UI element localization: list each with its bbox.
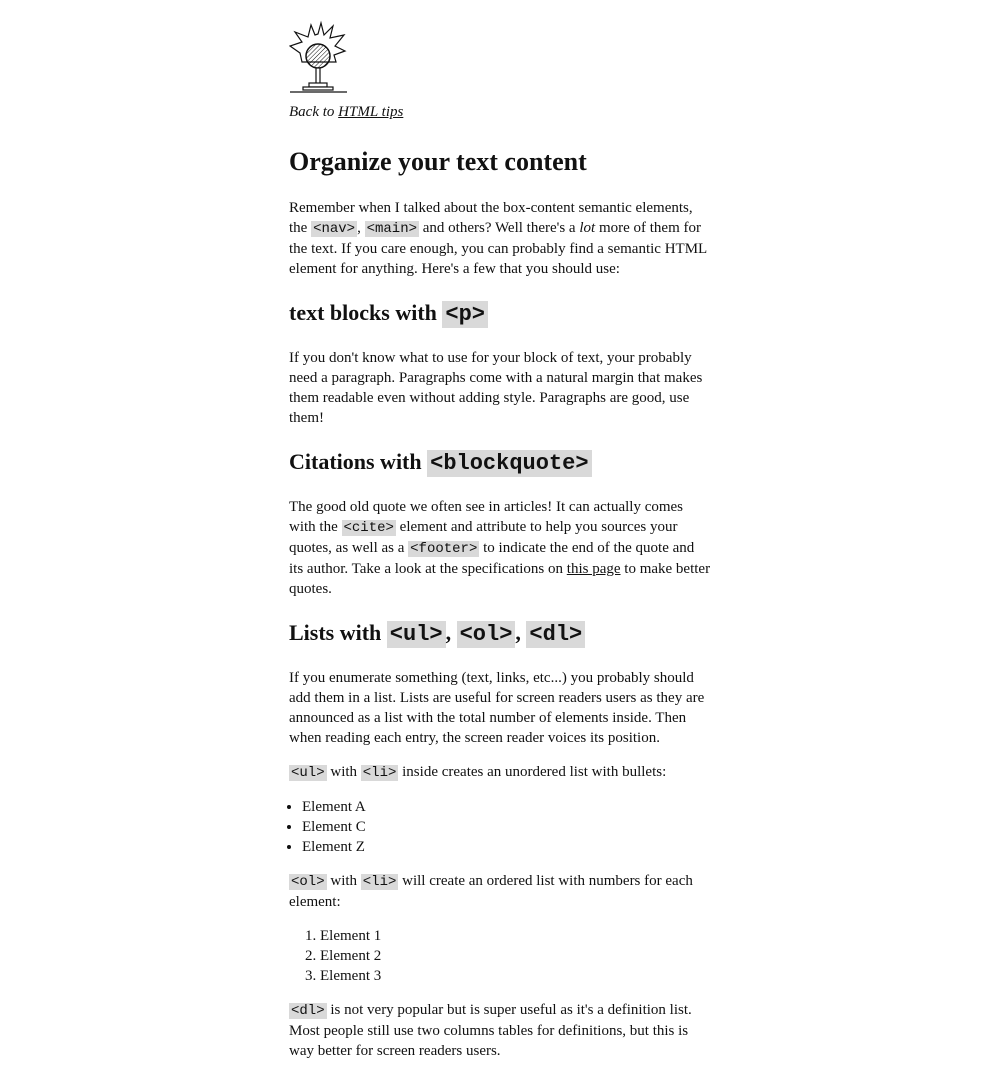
ul-text-2: inside creates an unordered list with bullets: [398, 764, 667, 780]
dl-code: <dl> [291, 1003, 325, 1019]
li-code: <li> [362, 874, 397, 890]
back-prefix: Back to [289, 104, 339, 120]
heading-code-dl: <dl> [526, 621, 585, 648]
ol-text-1: with [326, 873, 361, 889]
heading-code-ul: <ul> [387, 621, 446, 648]
heading-lists [289, 619, 711, 649]
list-item: 2. Element 2 [320, 946, 711, 966]
cite-code: <cite> [343, 520, 394, 536]
citations-text-3: to indicate the end of the quote and its author. Take a look at the specifications on [289, 540, 695, 577]
li-code: <li> [362, 765, 397, 781]
dl-description [289, 1000, 711, 1061]
heading-text: text blocks with [289, 300, 443, 325]
lists-section-intro: If you enumerate something (text, links, etc...) you probably should add them in a list. Lists are useful for screen readers users as they are announced as a list with the total number of elements inside. Then when reading each entry, the screen reader voices its position. [289, 670, 705, 746]
footer-code: <footer> [410, 541, 478, 557]
heading-text-blocks [289, 299, 711, 329]
intro-emphasis: lot [579, 220, 596, 236]
intro-paragraph [289, 198, 711, 279]
intro-text-3: and others? Well there's a [419, 220, 580, 236]
list-item: 1. Element 1 [320, 926, 711, 946]
heading-citations [289, 448, 711, 478]
citations-text-4: to make better quotes. [289, 561, 711, 597]
unordered-list-example [289, 797, 711, 857]
heading-code: <p> [442, 301, 488, 328]
heading-code-ol: <ol> [457, 621, 516, 648]
this-page-link[interactable]: this page [566, 561, 621, 577]
page-title: Organize your text content [289, 147, 587, 176]
ol-text-2: will create an ordered list with numbers for each element: [289, 873, 693, 910]
ul-description [289, 762, 711, 783]
intro-text-2: , [357, 220, 365, 236]
paragraph-section-body: If you don't know what to use for your block of text, your probably need a paragraph. Paragraphs come with a natural margin that makes them readable even without adding style. Paragraphs are good, use them! [289, 350, 703, 426]
nav-code: <nav> [313, 221, 356, 237]
joystick-burst-icon[interactable] [289, 20, 349, 96]
ul-code: <ul> [291, 765, 325, 781]
ul-text-1: with [326, 764, 361, 780]
heading-separator: , [445, 620, 457, 645]
heading-text: Citations with [289, 449, 428, 474]
dl-text-1: is not very popular but is super useful as it's a definition list. Most people still use two columns tables for definitions, but this is way better for screen readers users. [289, 1002, 692, 1059]
ol-code: <ol> [291, 874, 325, 890]
citations-section-body [289, 497, 711, 599]
heading-text: Lists with [289, 620, 387, 645]
article [289, 20, 711, 1075]
list-item: 3. Element 3 [320, 966, 711, 986]
intro-text-1: Remember when I talked about the box-content semantic elements, the [289, 200, 693, 236]
heading-code: <blockquote> [427, 450, 591, 477]
list-item: • Element A [302, 797, 711, 817]
citations-text-1: The good old quote we often see in articles! It can actually comes with the [289, 499, 684, 535]
ordered-list-example [289, 926, 711, 986]
heading-separator: , [515, 620, 527, 645]
intro-text-4: more of them for the text. If you care enough, you can probably find a semantic HTML element for anything. Here's a few that you should use: [289, 220, 707, 277]
main-code: <main> [366, 221, 418, 237]
ol-description [289, 871, 711, 912]
html-tips-link[interactable]: HTML tips [338, 104, 404, 120]
list-item: • Element C [302, 817, 711, 837]
citations-text-2: element and attribute to help you sources your quotes, as well as a [289, 519, 678, 556]
list-item: • Element Z [302, 837, 711, 857]
back-link-line [289, 102, 711, 122]
